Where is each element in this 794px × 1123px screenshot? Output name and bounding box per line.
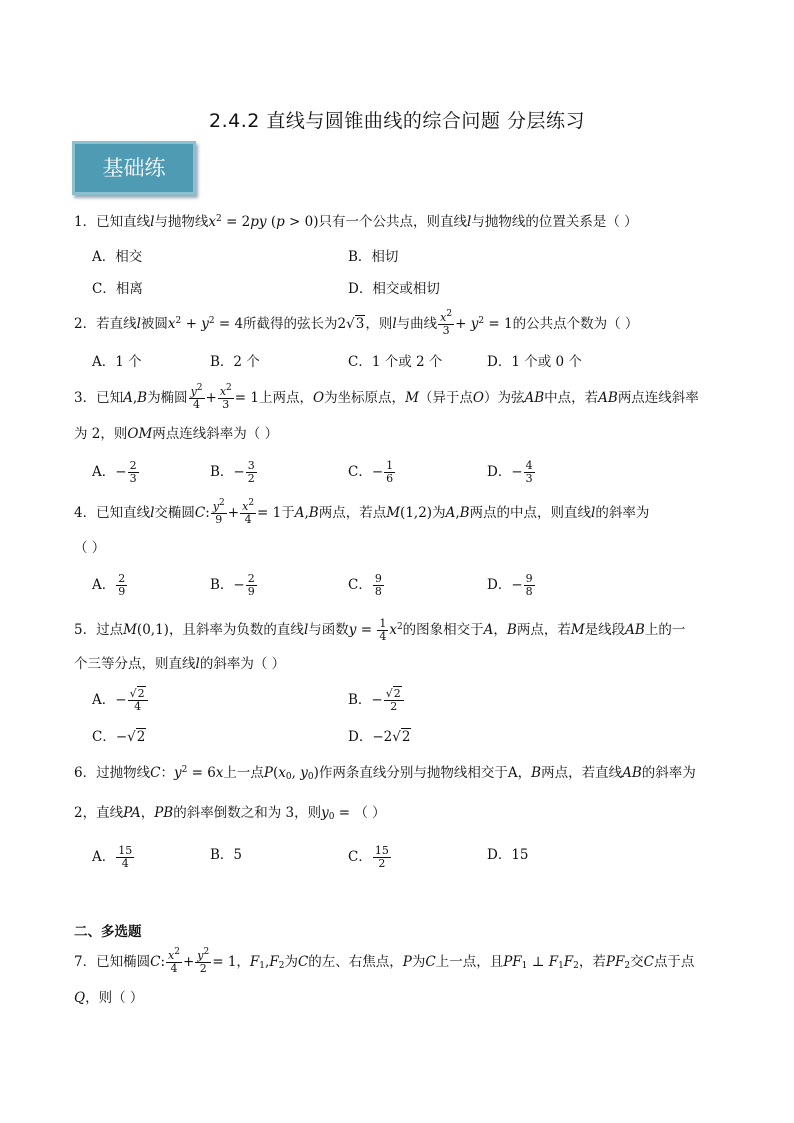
q2-option-b[interactable]: B．2 个 [210, 354, 260, 370]
q1-option-b[interactable]: B．相切 [348, 249, 399, 265]
question-1: 1．已知直线l与抛物线$x^2 = 2py$ (p > 0)只有一个公共点，则直线l与抛物线的位置关系是（ ） [74, 214, 638, 230]
q2-option-a[interactable]: A．1 个 [92, 354, 142, 370]
q4-option-c[interactable]: C． $\frac{9}{8}$ [348, 572, 382, 598]
q6-option-d[interactable]: D．15 [487, 847, 529, 863]
question-5: 5．过点M(0,1)，且斜率为负数的直线l与函数y = $\frac{1}{4}$ $x^2$的图象相交于A，B两点，若M是线段AB上的一 [74, 617, 686, 643]
q4-option-a[interactable]: A． $\frac{2}{9}$ [92, 572, 126, 598]
question-3: 3．已知A,B为椭圆 $\frac{y^2}{4}$ + $\frac{x^2}{3}$ = 1上两点，O为坐标原点，M（异于点O）为弦AB中点，若AB两点连线斜率 [74, 383, 699, 411]
question-5-line-2: 个三等分点，则直线l的斜率为（ ） [74, 656, 286, 672]
question-6: 6．过抛物线C：$y^2 = 6x$上一点$P(x_0$, $y_0$)作两条直线分别与抛物线相交于A，B两点，若直线AB的斜率为 [74, 765, 696, 782]
question-6-line-2: 2，直线PA，PB的斜率倒数之和为 3，则$y_0$ = （ ） [74, 805, 386, 822]
question-4: 4．已知直线l交椭圆C: $\frac{y^2}{9}$ + $\frac{x^2}{4}$ = 1于A,B两点，若点M(1,2)为A,B两点的中点，则直线l的斜率为 [74, 498, 650, 526]
q5-option-a[interactable]: A．− $\frac{√2}{4}$ [92, 688, 149, 713]
question-7: 7．已知椭圆C: $\frac{x^2}{4}$ + $\frac{y^2}{2}$ = 1，$F_1,F_2$为C的左、右焦点，P为C上一点，且$PF_1$ ⊥ $F_1F_2$，若$PF_2$交C点于点 [74, 947, 695, 975]
q2-option-d[interactable]: D．1 个或 0 个 [487, 354, 582, 370]
q3-option-b[interactable]: B．− $\frac{3}{2}$ [210, 459, 255, 485]
q2-option-c[interactable]: C．1 个或 2 个 [348, 354, 443, 370]
question-4-line-2: （ ） [74, 540, 106, 556]
question-7-line-2: Q，则（ ） [74, 990, 144, 1006]
q1-option-d[interactable]: D．相交或相切 [348, 281, 440, 297]
q1-option-c[interactable]: C．相离 [92, 281, 143, 297]
q5-option-d[interactable]: D．−2√2 [348, 729, 411, 745]
q4-option-b[interactable]: B．− $\frac{2}{9}$ [210, 572, 255, 598]
q3-option-c[interactable]: C．− $\frac{1}{6}$ [348, 459, 394, 485]
section-heading-multiple-choice: 二、多选题 [74, 924, 142, 940]
section-badge: 基础练 [72, 141, 196, 195]
q4-option-d[interactable]: D．− $\frac{9}{8}$ [487, 572, 533, 598]
q6-option-c[interactable]: C． $\frac{15}{2}$ [348, 844, 389, 870]
question-3-line-2: 为 2，则OM两点连线斜率为（ ） [74, 426, 279, 442]
q5-option-c[interactable]: C．−√2 [92, 729, 146, 745]
q3-option-a[interactable]: A．− $\frac{2}{3}$ [92, 459, 137, 485]
q6-option-b[interactable]: B．5 [210, 847, 243, 863]
q5-option-b[interactable]: B．− $\frac{√2}{2}$ [348, 688, 405, 713]
q6-option-a[interactable]: A． $\frac{15}{4}$ [92, 844, 133, 870]
q3-option-d[interactable]: D．− $\frac{4}{3}$ [487, 459, 533, 485]
page-title: 2.4.2 直线与圆锥曲线的综合问题 分层练习 [209, 110, 585, 132]
q1-option-a[interactable]: A．相交 [92, 249, 143, 265]
question-2: 2．若直线l被圆$x^2 + y^2 = 4$所截得的弦长为2√3，则l与曲线 $\frac{x^2}{3}$ + $y^2 = 1$的公共点个数为（ ） [74, 309, 639, 337]
